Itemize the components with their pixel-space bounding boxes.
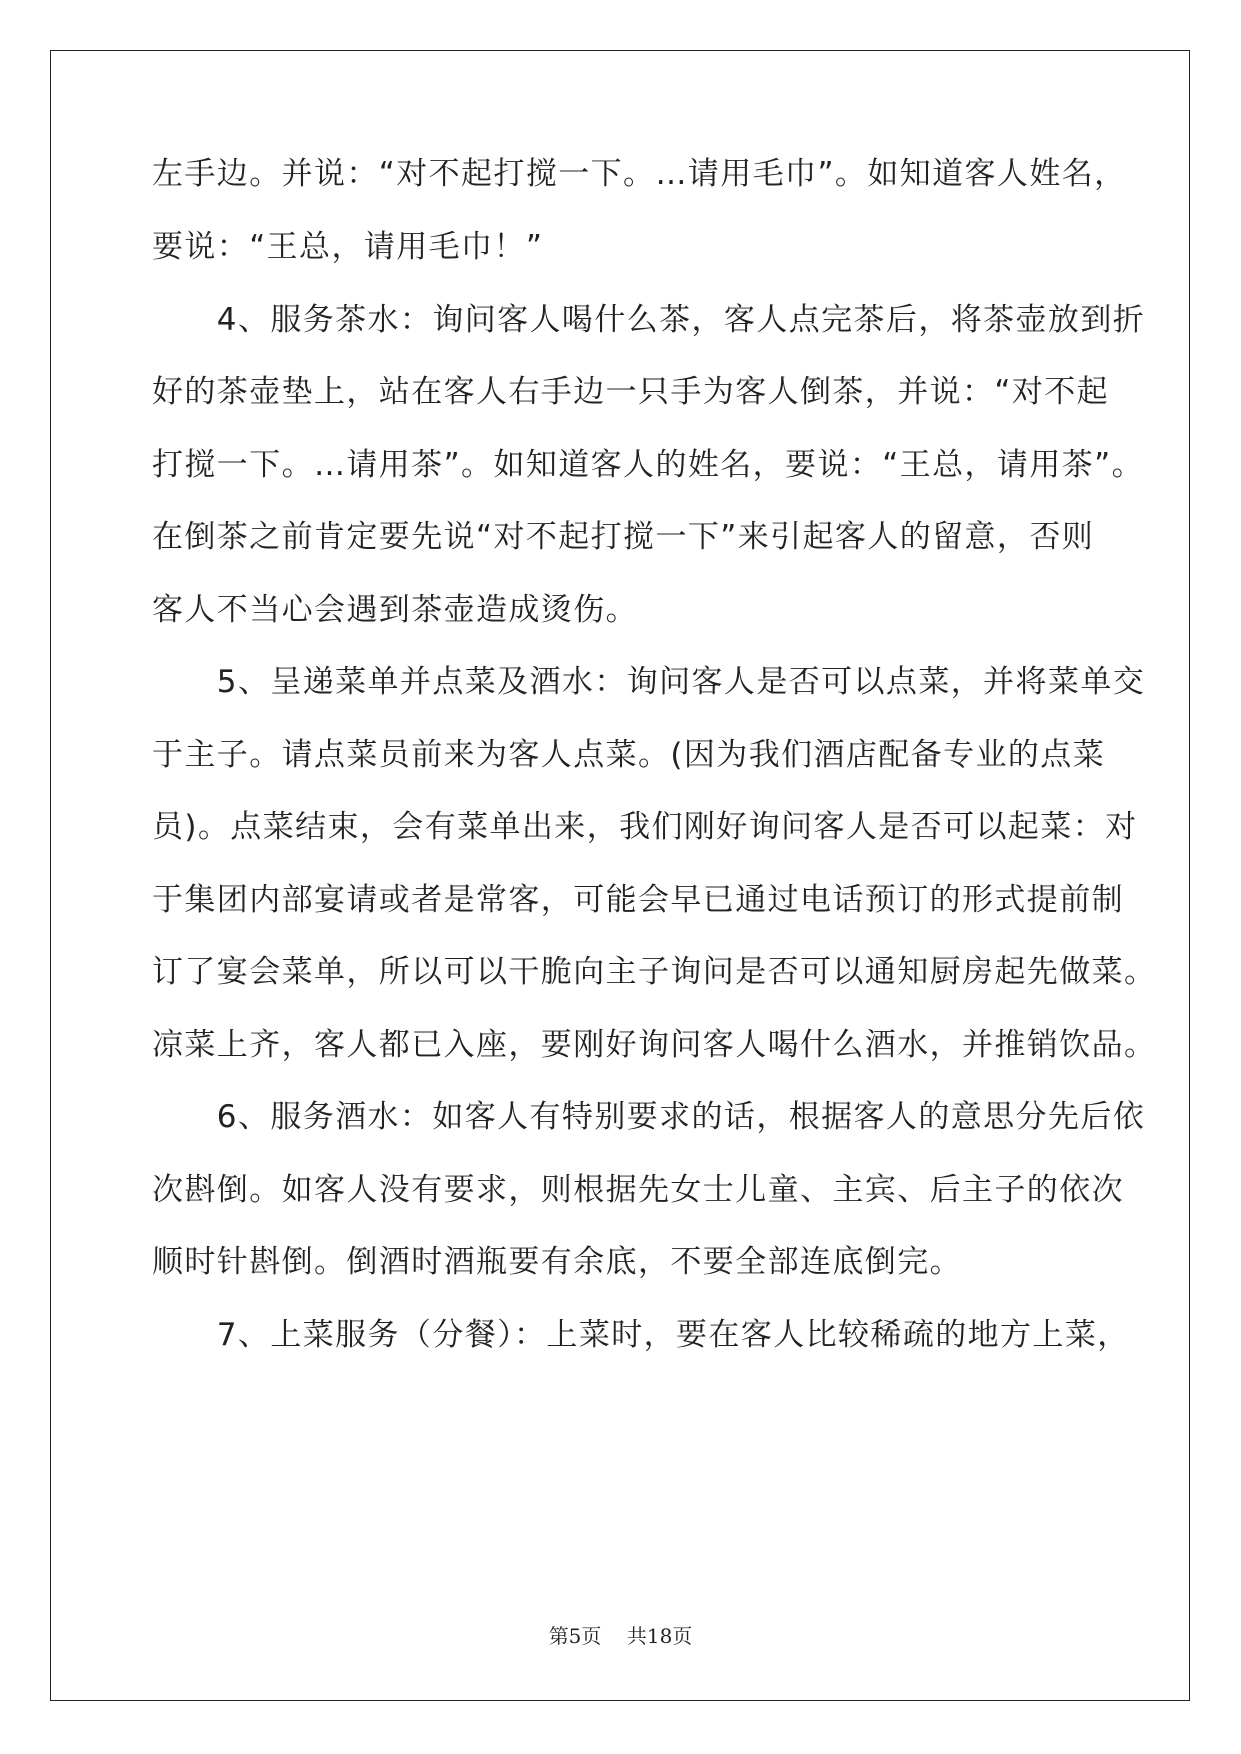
text-line: 5、呈递菜单并点菜及酒水：询问客人是否可以点菜，并将菜单交 — [152, 664, 1146, 700]
text-line: 员)。点菜结束，会有菜单出来，我们刚好询问客人是否可以起菜：对 — [152, 809, 1138, 845]
page-number: 第5页 — [548, 1624, 602, 1648]
text-line: 凉菜上齐，客人都已入座，要刚好询问客人喝什么酒水，并推销饮品。 — [152, 1027, 1157, 1063]
text-line: 次斟倒。如客人没有要求，则根据先女士儿童、主宾、后主子的依次 — [152, 1172, 1124, 1208]
page-total: 共18页 — [626, 1624, 693, 1648]
text-line: 客人不当心会遇到茶壶造成烫伤。 — [152, 592, 638, 628]
page-footer — [0, 1622, 1241, 1650]
text-line: 左手边。并说：“对不起打搅一下。…请用毛巾”。如知道客人姓名， — [152, 156, 1127, 192]
text-line: 7、上菜服务（分餐）：上菜时，要在客人比较稀疏的地方上菜， — [152, 1317, 1130, 1353]
text-line: 要说：“王总，请用毛巾！” — [152, 229, 544, 265]
text-line: 订了宴会菜单，所以可以干脆向主子询问是否可以通知厨房起先做菜。 — [152, 954, 1157, 990]
text-line: 于主子。请点菜员前来为客人点菜。(因为我们酒店配备专业的点菜 — [152, 737, 1106, 773]
text-line: 打搅一下。…请用茶”。如知道客人的姓名，要说：“王总，请用茶”。 — [152, 447, 1144, 483]
text-line: 4、服务茶水：询问客人喝什么茶，客人点完茶后，将茶壶放到折 — [152, 302, 1146, 338]
text-line: 顺时针斟倒。倒酒时酒瓶要有余底，不要全部连底倒完。 — [152, 1244, 962, 1280]
text-line: 在倒茶之前肯定要先说“对不起打搅一下”来引起客人的留意，否则 — [152, 519, 1095, 555]
text-line: 6、服务酒水：如客人有特别要求的话，根据客人的意思分先后依 — [152, 1099, 1146, 1135]
text-line: 于集团内部宴请或者是常客，可能会早已通过电话预订的形式提前制 — [152, 882, 1124, 918]
text-line: 好的茶壶垫上，站在客人右手边一只手为客人倒茶，并说：“对不起 — [152, 374, 1110, 410]
